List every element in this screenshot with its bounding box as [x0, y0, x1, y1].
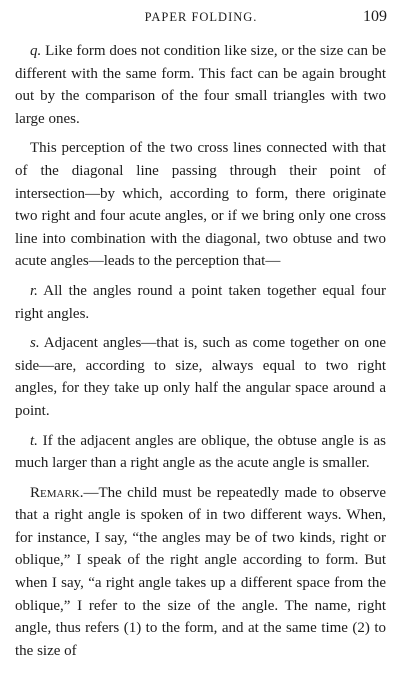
- paragraph-text-r: All the angles round a point taken together equal four right angles.: [15, 282, 386, 322]
- paragraph-text-t: If the adjacent angles are oblique, the obtuse angle is as much larger than a right angle as the acute angle is smaller.: [15, 432, 386, 472]
- paragraph-text-perception: This perception of the two cross lines connected with that of the diagonal line passing through their point of intersection—by which, according to form, there originate two right and four acute angles, or if we bring only one cross line into combination with the diagonal, two obtuse and two acute angles—leads to the perception that—: [15, 140, 386, 270]
- body-text: [15, 40, 386, 669]
- page-number: 109: [363, 8, 387, 25]
- paragraph-text-q: Like form does not condition like size, or the size can be different with the same form. This fact can be again brought out by the comparison of the four small triangles with two large ones.: [15, 43, 386, 127]
- paragraph-perception: [15, 137, 386, 273]
- running-head: PAPER FOLDING.: [144, 10, 258, 24]
- paragraph-label-s: s.: [30, 335, 40, 352]
- paragraph-t: [15, 430, 386, 475]
- paragraph-remark: [15, 482, 386, 663]
- paragraph-s: [15, 332, 386, 422]
- paragraph-text-s: Adjacent angles—that is, such as come together on one side—are, according to size, always equal to two right angles, for they take up only half the angular space around a point.: [15, 335, 386, 419]
- page-header: [15, 8, 387, 28]
- paragraph-r: [15, 280, 386, 325]
- paragraph-label-q: q.: [30, 43, 42, 59]
- paragraph-text-remark: —The child must be repeatedly made to observe that a right angle is spoken of in two different ways. When, for instance, I say, “the angles may be of two kinds, right or oblique,” I speak of the right angle according to form. But when I say, “a right angle takes up a different space from the oblique,” I refer to the size of the angle. The name, right angle, thus refers (1) to the form, and at the same time (2) to the size of: [15, 484, 386, 659]
- paragraph-label-t: t.: [30, 432, 38, 449]
- remark-label: Remark.: [30, 484, 84, 501]
- paragraph-label-r: r.: [30, 282, 38, 299]
- paragraph-q: [15, 40, 386, 130]
